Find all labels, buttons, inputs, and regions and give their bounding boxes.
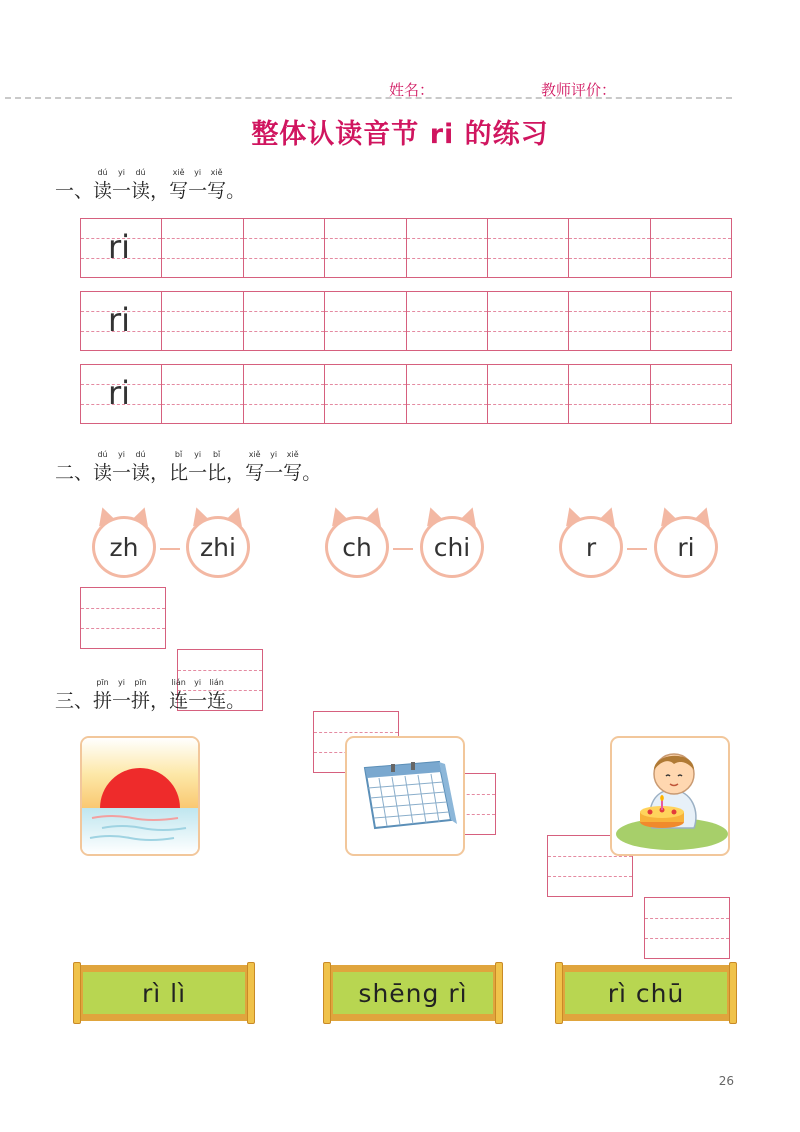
punctuation: 。 (302, 462, 322, 484)
writing-cell[interactable] (569, 219, 650, 277)
writing-cell[interactable] (162, 219, 243, 277)
hanzi: 一 (112, 690, 132, 712)
section-3-heading (55, 678, 246, 712)
pinyin: xiě (286, 450, 299, 459)
pinyin: yi (194, 678, 202, 687)
hanzi: 一 (112, 180, 132, 202)
pinyin-label: rì chū (563, 970, 729, 1016)
syllable-bubble: chi (420, 516, 484, 578)
pinyin: xiě (248, 450, 261, 459)
model-syllable: ri (108, 228, 131, 266)
punctuation: ， (150, 180, 170, 202)
writing-cell[interactable] (162, 292, 243, 350)
syllable-bubble: r (559, 516, 623, 578)
writing-grid-row-3 (80, 364, 732, 424)
pinyin: xiě (210, 168, 223, 177)
pinyin: yi (118, 678, 126, 687)
pinyin: bǐ (212, 450, 221, 459)
syllable-bubble: zh (92, 516, 156, 578)
hanzi: 写 (283, 462, 303, 484)
writing-cell[interactable] (81, 365, 162, 423)
writing-cell[interactable] (651, 365, 731, 423)
punctuation: ， (150, 690, 170, 712)
writing-cell[interactable] (81, 292, 162, 350)
model-syllable: ri (108, 301, 131, 339)
writing-grid-row-2 (80, 291, 732, 351)
writing-cell[interactable] (244, 219, 325, 277)
hanzi: 读 (131, 180, 151, 202)
pinyin: dú (135, 450, 146, 459)
writing-cell[interactable] (569, 292, 650, 350)
pinyin-label: shēng rì (331, 970, 495, 1016)
pinyin: yi (118, 168, 126, 177)
punctuation: 。 (226, 180, 246, 202)
punctuation: 。 (226, 690, 246, 712)
writing-cell[interactable] (651, 292, 731, 350)
writing-cell[interactable] (325, 292, 406, 350)
header-divider (5, 97, 732, 99)
writing-cell[interactable] (407, 365, 488, 423)
writing-cell[interactable] (81, 219, 162, 277)
pinyin: dú (97, 450, 108, 459)
writing-cell[interactable] (488, 292, 569, 350)
writing-cell[interactable] (407, 219, 488, 277)
pinyin: yi (194, 450, 202, 459)
hanzi: 拼 (131, 690, 151, 712)
syllable-bubble: zhi (186, 516, 250, 578)
pinyin-label: rì lì (81, 970, 247, 1016)
hanzi: 一 (264, 462, 284, 484)
section-2-number: 二、 (55, 462, 94, 484)
label-scroll-3[interactable] (555, 962, 737, 1024)
punctuation: ， (150, 462, 170, 484)
teacher-evaluation-label: 教师评价： (541, 81, 617, 99)
writing-cell[interactable] (325, 219, 406, 277)
writing-cell[interactable] (488, 365, 569, 423)
hanzi: 读 (93, 180, 113, 202)
section-1-heading (55, 168, 246, 202)
writing-grid-row-1 (80, 218, 732, 278)
link-line (393, 548, 413, 550)
hanzi: 一 (188, 180, 208, 202)
writing-cell[interactable] (244, 365, 325, 423)
section-3-number: 三、 (55, 690, 94, 712)
writing-cell[interactable] (325, 365, 406, 423)
pinyin: yi (270, 450, 278, 459)
writing-cell[interactable] (651, 219, 731, 277)
writing-cell[interactable] (244, 292, 325, 350)
label-scroll-1[interactable] (73, 962, 255, 1024)
sunrise-icon (82, 738, 198, 854)
writing-cell[interactable] (407, 292, 488, 350)
hanzi: 写 (169, 180, 189, 202)
writing-box[interactable] (644, 897, 730, 959)
pinyin: bǐ (174, 450, 183, 459)
pinyin: dú (97, 168, 108, 177)
link-line (160, 548, 180, 550)
model-syllable: ri (108, 374, 131, 412)
syllable-bubble: ch (325, 516, 389, 578)
birthday-picture[interactable] (610, 736, 730, 856)
name-label: 姓名： (389, 81, 435, 99)
page-title: 整体认读音节 ri 的练习 (251, 119, 549, 150)
pinyin: yi (194, 168, 202, 177)
writing-box[interactable] (80, 587, 166, 649)
hanzi: 一 (112, 462, 132, 484)
hanzi: 写 (207, 180, 227, 202)
pinyin: xiě (172, 168, 185, 177)
syllable-bubble: ri (654, 516, 718, 578)
birthday-boy-icon (612, 738, 728, 854)
punctuation: ， (226, 462, 246, 484)
link-line (627, 548, 647, 550)
section-2-heading (55, 450, 322, 484)
page-number: 26 (718, 1074, 734, 1088)
hanzi: 读 (93, 462, 113, 484)
writing-cell[interactable] (488, 219, 569, 277)
pinyin: yi (118, 450, 126, 459)
hanzi: 写 (245, 462, 265, 484)
pinyin: lián (209, 678, 224, 687)
pinyin: dú (135, 168, 146, 177)
hanzi: 连 (169, 690, 189, 712)
hanzi: 一 (188, 462, 208, 484)
label-scroll-2[interactable] (323, 962, 503, 1024)
pinyin: pīn (134, 678, 147, 687)
hanzi: 读 (131, 462, 151, 484)
sunrise-picture[interactable] (80, 736, 200, 856)
pinyin: pīn (96, 678, 109, 687)
pinyin: lián (171, 678, 186, 687)
hanzi: 比 (169, 462, 189, 484)
hanzi: 比 (207, 462, 227, 484)
calendar-picture[interactable] (345, 736, 465, 856)
calendar-icon (347, 738, 463, 854)
writing-cell[interactable] (569, 365, 650, 423)
writing-cell[interactable] (162, 365, 243, 423)
hanzi: 一 (188, 690, 208, 712)
hanzi: 拼 (93, 690, 113, 712)
section-1-number: 一、 (55, 180, 94, 202)
hanzi: 连 (207, 690, 227, 712)
